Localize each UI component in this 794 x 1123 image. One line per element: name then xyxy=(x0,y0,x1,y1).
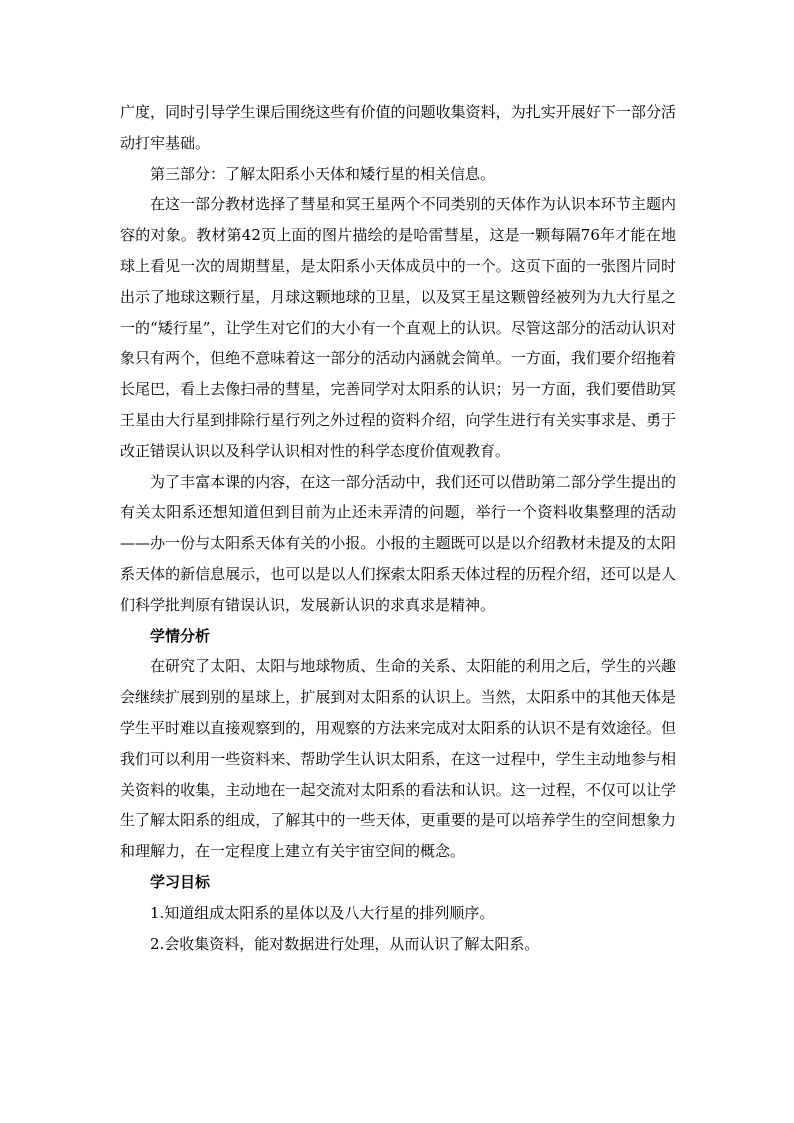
paragraph-comet-pluto: 在这一部分教材选择了彗星和冥王星两个不同类别的天体作为认识本环节主题内容的对象。教材第42页上面的图片描绘的是哈雷彗星，这是一颗每隔76年才能在地球上看见一次的周期彗星，是太阳系小天体成员中的一个。这页下面的一张图片同时出示了地球这颗行星，月球这颗地球的卫星，以及冥王星这颗曾经被列为九大行星之一的“矮行星”，让学生对它们的大小有一个直观上的认识。尽管这部分的活动认识对象只有两个，但绝不意味着这一部分的活动内涵就会简单。一方面，我们要介绍拖着长尾巴，看上去像扫帚的彗星，完善同学对太阳系的认识；另一方面，我们要借助冥王星由大行星到排除行星行列之外过程的资料介绍，向学生进行有关实事求是、勇于改正错误认识以及科学认识相对性的科学态度价值观教育。 xyxy=(120,195,676,460)
paragraph-continuation: 广度，同时引导学生课后围绕这些有价值的问题收集资料，为扎实开展好下一部分活动打牢基础。 xyxy=(120,103,676,152)
heading-student-analysis: 学情分析 xyxy=(150,626,211,645)
heading-learning-goals: 学习目标 xyxy=(150,872,211,891)
paragraph-student-analysis: 在研究了太阳、太阳与地球物质、生命的关系、太阳能的利用之后，学生的兴趣会继续扩展到别的星球上，扩展到对太阳系的认识上。当然，太阳系中的其他天体是学生平时难以直接观察到的，用观察的方法来完成对太阳系的认识不是有效途径。但我们可以利用一些资料来、帮助学生认识太阳系，在这一过程中，学生主动地参与相关资料的收集，主动地在一起交流对太阳系的看法和认识。这一过程，不仅可以让学生了解太阳系的组成，了解其中的一些天体，更重要的是可以培养学生的空间想象力和理解力，在一定程度上建立有关宇宙空间的概念。 xyxy=(120,657,676,861)
document-page xyxy=(120,97,676,959)
list-item-goal-1: 1.知道组成太阳系的星体以及八大行星的排列顺序。 xyxy=(150,903,495,922)
paragraph-newsletter-activity: 为了丰富本课的内容，在这一部分活动中，我们还可以借助第二部分学生提出的有关太阳系还想知道但到目前为止还未弄清的问题，举行一个资料收集整理的活动——办一份与太阳系天体有关的小报。小报的主题既可以是以介绍教材未提及的太阳系天体的新信息展示，也可以是以人们探索太阳系天体过程的历程介绍，还可以是人们科学批判原有错误认识，发展新认识的求真求是精神。 xyxy=(120,472,676,614)
list-item-goal-2: 2.会收集资料，能对数据进行处理，从而认识了解太阳系。 xyxy=(150,934,540,953)
paragraph-part-three-title: 第三部分：了解太阳系小天体和矮行星的相关信息。 xyxy=(150,164,496,183)
